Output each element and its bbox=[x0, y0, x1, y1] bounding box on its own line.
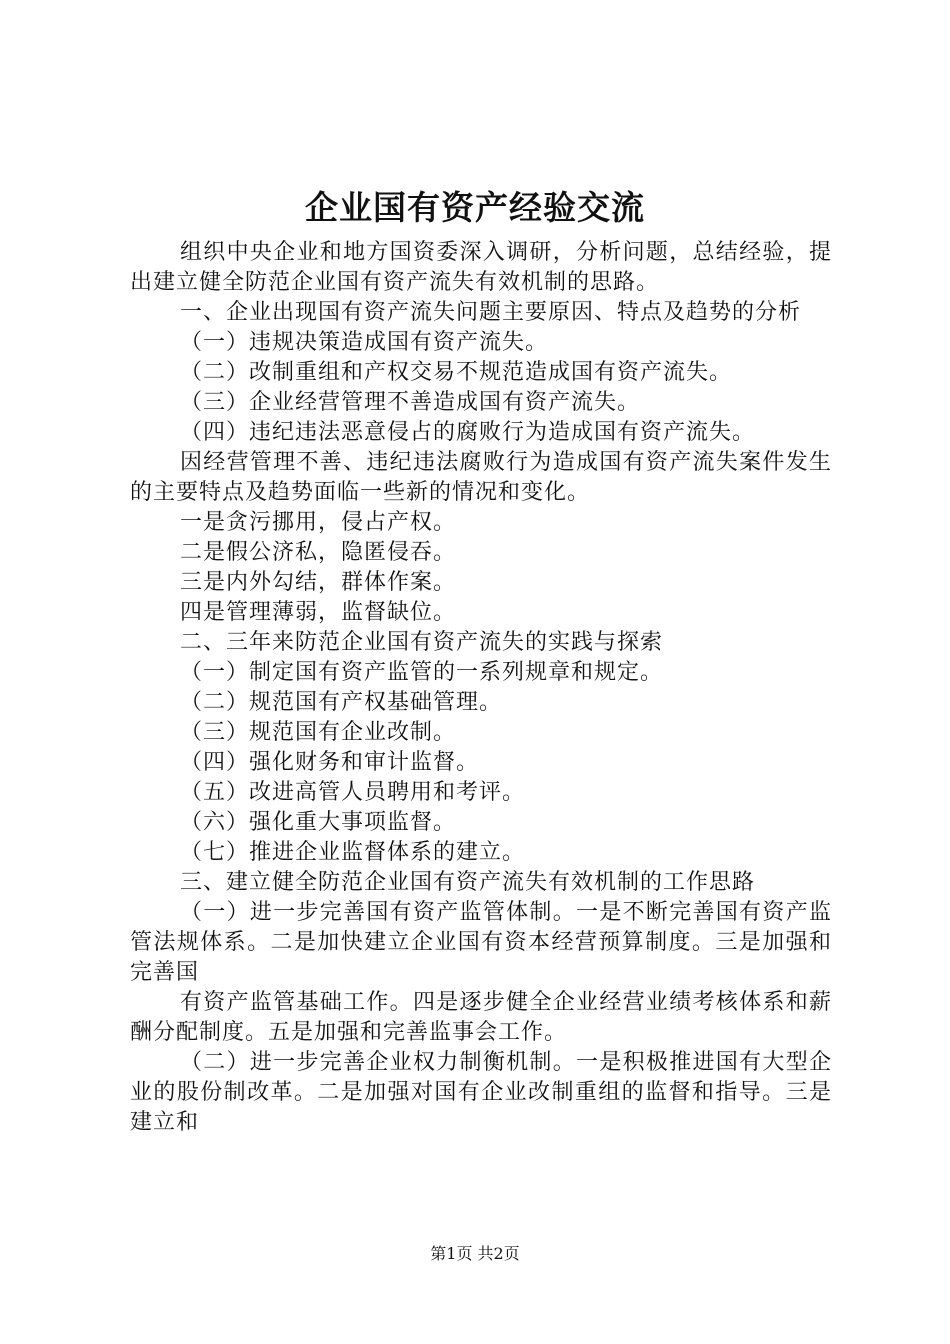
list-item: （五）改进高管人员聘用和考评。 bbox=[180, 780, 526, 805]
list-item: （四）违纪违法恶意侵占的腐败行为造成国有资产流失。 bbox=[180, 420, 756, 445]
list-item: 四是管理薄弱，监督缺位。 bbox=[180, 600, 457, 625]
section-heading: 一、企业出现国有资产流失问题主要原因、特点及趋势的分析 bbox=[180, 300, 802, 325]
list-item: （一）制定国有资产监管的一系列规章和规定。 bbox=[180, 660, 664, 685]
list-item: （二）规范国有产权基础管理。 bbox=[180, 690, 503, 715]
list-item: （三）企业经营管理不善造成国有资产流失。 bbox=[180, 390, 641, 415]
paragraph: 因经营管理不善、违纪违法腐败行为造成国有资产流失案件发生的主要特点及趋势面临一些新的情况和变化。 bbox=[130, 450, 832, 505]
list-item: （二）改制重组和产权交易不规范造成国有资产流失。 bbox=[180, 360, 733, 385]
list-item: （三）规范国有企业改制。 bbox=[180, 720, 457, 745]
paragraph: 有资产监管基础工作。四是逐步健全企业经营业绩考核体系和薪酬分配制度。五是加强和完善监事会工作。 bbox=[130, 990, 832, 1045]
document-body bbox=[130, 238, 832, 1138]
section-heading: 三、建立健全防范企业国有资产流失有效机制的工作思路 bbox=[180, 870, 756, 895]
list-item: （六）强化重大事项监督。 bbox=[180, 810, 457, 835]
paragraph: 组织中央企业和地方国资委深入调研，分析问题，总结经验，提出建立健全防范企业国有资产流失有效机制的思路。 bbox=[130, 240, 832, 295]
list-item: 一是贪污挪用，侵占产权。 bbox=[180, 510, 457, 535]
paragraph: （一）进一步完善国有资产监管体制。一是不断完善国有资产监管法规体系。二是加快建立企业国有资本经营预算制度。三是加强和完善国 bbox=[130, 900, 832, 985]
page-footer: 第1页 共2页 bbox=[430, 1244, 520, 1263]
list-item: 三是内外勾结，群体作案。 bbox=[180, 570, 457, 595]
list-item: （一）违规决策造成国有资产流失。 bbox=[180, 330, 549, 355]
list-item: （七）推进企业监督体系的建立。 bbox=[180, 840, 526, 865]
section-heading: 二、三年来防范企业国有资产流失的实践与探索 bbox=[180, 630, 664, 655]
list-item: （四）强化财务和审计监督。 bbox=[180, 750, 480, 775]
list-item: 二是假公济私，隐匿侵吞。 bbox=[180, 540, 457, 565]
paragraph: （二）进一步完善企业权力制衡机制。一是积极推进国有大型企业的股份制改革。二是加强对国有企业改制重组的监督和指导。三是建立和 bbox=[130, 1050, 832, 1135]
document-title: 企业国有资产经验交流 bbox=[305, 188, 645, 227]
